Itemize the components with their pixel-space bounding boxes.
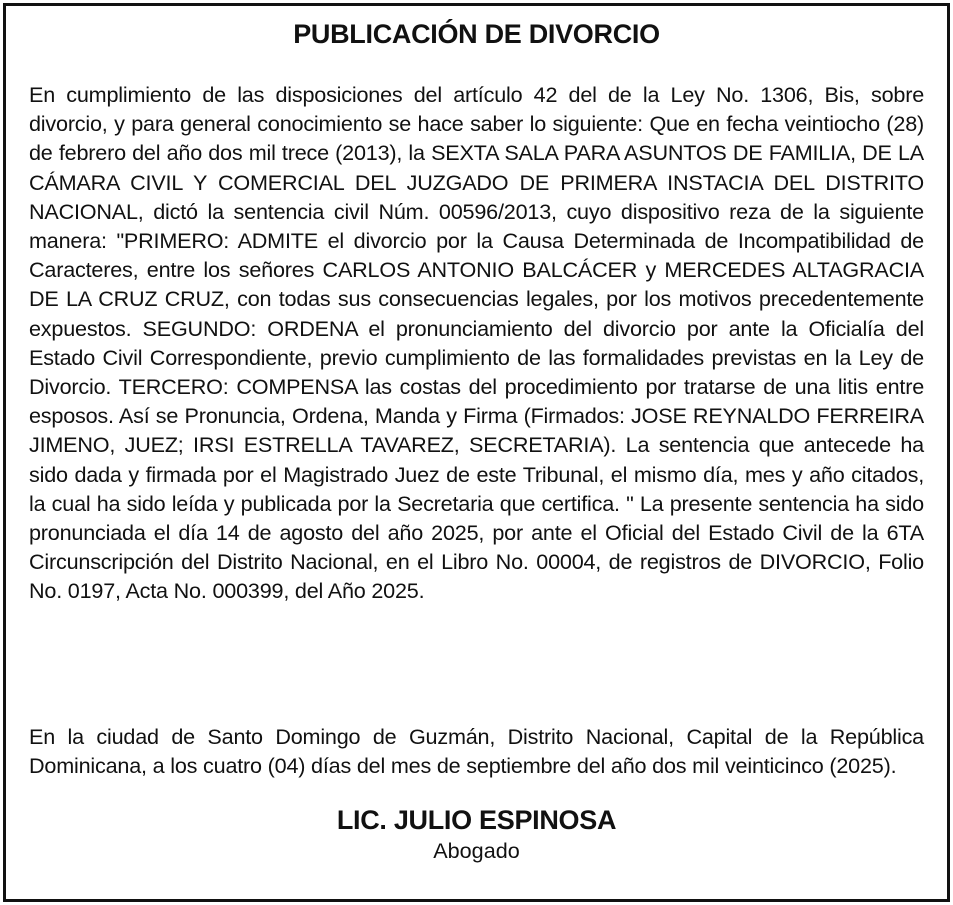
signer-role: Abogado bbox=[433, 838, 520, 863]
notice-closing-paragraph: En la ciudad de Santo Domingo de Guzmán, Distrito Nacional, Capital de la República Dominicana, a los cuatro (04) días del mes de septiembre del año dos mil veinticinco (2025). bbox=[29, 724, 924, 779]
notice-title: PUBLICACIÓN DE DIVORCIO bbox=[293, 19, 660, 49]
signer-name: LIC. JULIO ESPINOSA bbox=[336, 805, 617, 835]
notice-body-paragraph: En cumplimiento de las disposiciones del artículo 42 del de la Ley No. 1306, Bis, sobre divorcio, y para general conocimiento se hace saber lo siguiente: Que en fecha veintiocho (28) de febrero del año dos mil trece (2013), la SEXTA SALA PARA ASUNTOS DE FAMILIA, DE LA CÁMARA CIVIL Y COMERCIAL DEL JUZGADO DE PRIMERA INSTACIA DEL DISTRITO NACIONAL, dictó la sentencia civil Núm. 00596/2013, cuyo dispositivo reza de la siguiente manera: "PRIMERO: ADMITE el divorcio por la Causa Determinada de Incompatibilidad de Caracteres, entre los señores CARLOS ANTONIO BALCÁCER y MERCEDES ALTAGRACIA DE LA CRUZ CRUZ, con todas sus consecuencias legales, por los motivos precedentemente expuestos. SEGUNDO: ORDENA el pronunciamiento del divorcio por ante la Oficialía del Estado Civil Correspondiente, previo cumplimiento de las formalidades previstas en la Ley de Divorcio. TERCERO: COMPENSA las costas del procedimiento por tratarse de una litis entre esposos. Así se Pronuncia, Ordena, Manda y Firma (Firmados: JOSE REYNALDO FERREIRA JIMENO, JUEZ; IRSI ESTRELLA TAVAREZ, SECRETARIA). La sentencia que antecede ha sido dada y firmada por el Magistrado Juez de este Tribunal, el mismo día, mes y año citados, la cual ha sido leída y publicada por la Secretaria que certifica. " La presente sentencia ha sido pronunciada el día 14 de agosto del año 2025, por ante el Oficial del Estado Civil de la 6TA Circunscripción del Distrito Nacional, en el Libro No. 00004, de registros de DIVORCIO, Folio No. 0197, Acta No. 000399, del Año 2025. bbox=[29, 82, 924, 604]
divorce-notice bbox=[3, 3, 950, 902]
